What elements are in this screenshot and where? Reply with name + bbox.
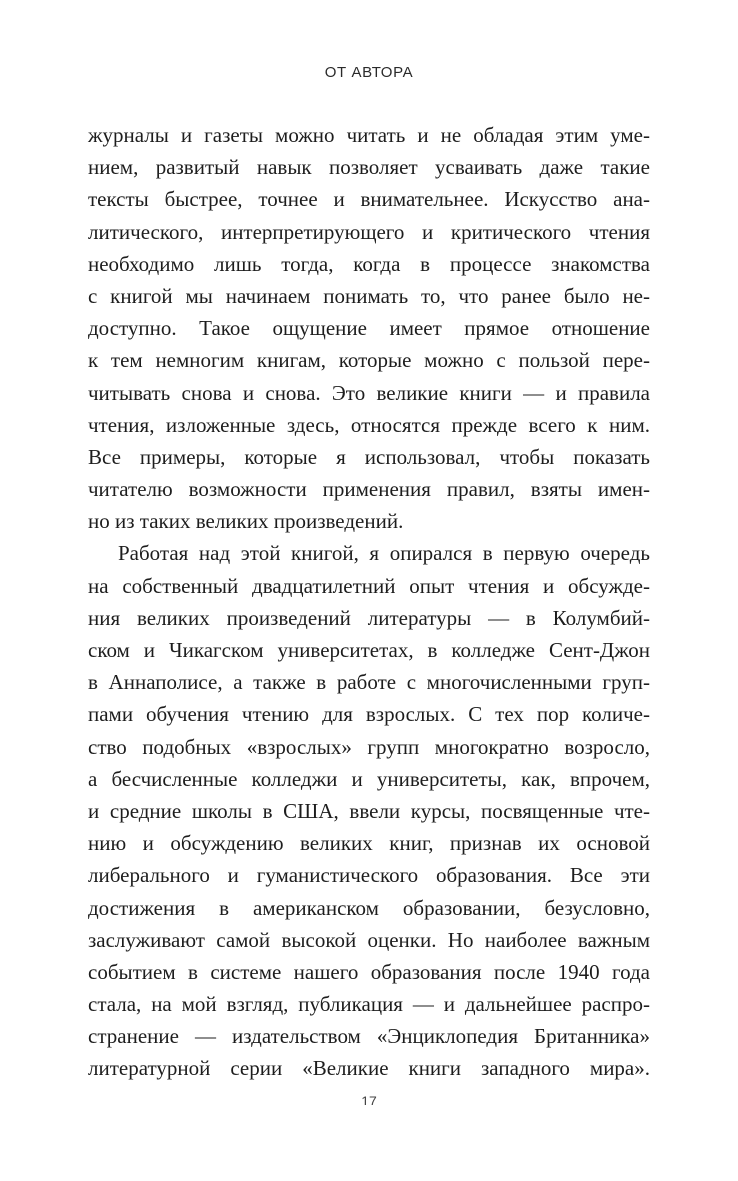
paragraph-2 (88, 537, 650, 1084)
text-line: стала, на мой взгляд, публикация — и дальнейшее распро- (88, 992, 650, 1017)
text-line: необходимо лишь тогда, когда в процессе знакомства (88, 251, 650, 276)
text-line: тексты быстрее, точнее и внимательнее. Искусство ана- (88, 187, 650, 212)
text-line: и средние школы в США, ввели курсы, посвященные чте- (88, 798, 650, 823)
text-line: Работая над этой книгой, я опирался в первую очередь (118, 541, 650, 566)
text-line: литического, интерпретирующего и критического чтения (88, 219, 650, 244)
text-line: нию и обсуждению великих книг, признав их основой (88, 831, 650, 856)
text-line: нием, развитый навык позволяет усваивать даже такие (88, 155, 650, 180)
text-line: странение — издательством «Энциклопедия Британника» (88, 1024, 650, 1049)
text-line: событием в системе нашего образования после 1940 года (88, 959, 650, 984)
text-line: ском и Чикагском университетах, в колледже Сент-Джон (88, 638, 650, 662)
running-head: ОТ АВТОРА (324, 64, 414, 81)
text-line: достижения в американском образовании, безусловно, (88, 895, 650, 920)
text-line: с книгой мы начинаем понимать то, что ранее было не- (88, 283, 650, 308)
text-line: к тем немногим книгам, которые можно с пользой пере- (88, 348, 650, 373)
text-line: а бесчисленные колледжи и университеты, как, впрочем, (88, 766, 650, 791)
text-line: ния великих произведений литературы — в Колумбий- (88, 605, 650, 630)
text-line: в Аннаполисе, а также в работе с многочисленными груп- (88, 670, 650, 695)
text-line: литературной серии «Великие книги западного мира». (88, 1056, 650, 1081)
text-line: доступно. Такое ощущение имеет прямое отношение (88, 316, 650, 341)
text-line: пами обучения чтению для взрослых. С тех пор количе- (88, 702, 650, 727)
text-line: ство подобных «взрослых» групп многократно возросло, (88, 734, 650, 759)
text-line: Все примеры, которые я использовал, чтобы показать (88, 444, 650, 469)
text-line: журналы и газеты можно читать и не обладая этим уме- (88, 123, 650, 147)
body-text (88, 119, 650, 1085)
paragraph-1 (88, 119, 650, 537)
text-line: заслуживают самой высокой оценки. Но наиболее важным (88, 927, 650, 952)
text-line: чтения, изложенные здесь, относятся прежде всего к ним. (88, 412, 650, 437)
text-line: читателю возможности применения правил, взяты имен- (88, 477, 650, 502)
page-number: 17 (361, 1093, 377, 1105)
text-line: либерального и гуманистического образования. Все эти (88, 863, 650, 888)
text-line: на собственный двадцатилетний опыт чтения и обсужде- (88, 573, 650, 598)
text-line: читывать снова и снова. Это великие книги — и правила (88, 380, 650, 405)
text-line: но из таких великих произведений. (88, 509, 404, 534)
